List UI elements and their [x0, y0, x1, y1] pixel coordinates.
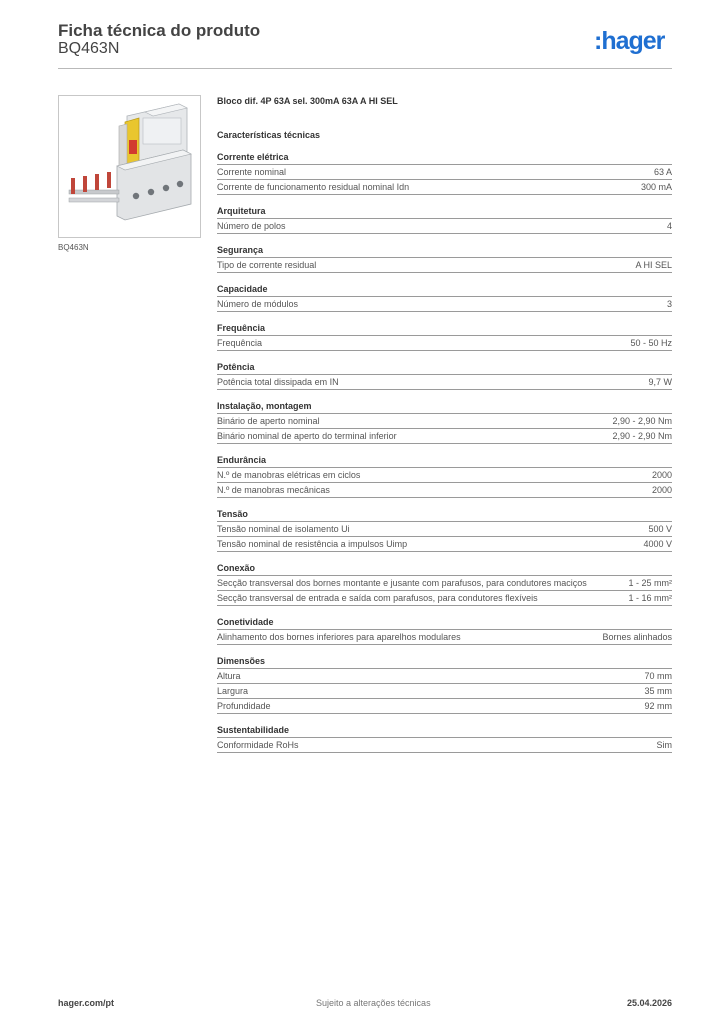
section-title: Endurância: [217, 452, 672, 468]
spec-label: Altura: [217, 671, 241, 681]
spec-section: [217, 452, 672, 498]
footer-website[interactable]: hager.com/pt: [58, 998, 115, 1008]
footer-date: 25.04.2026: [626, 998, 672, 1008]
spec-row: [217, 576, 672, 591]
spec-row: [217, 297, 672, 312]
spec-value: 2000: [651, 470, 672, 480]
spec-value: 2000: [651, 485, 672, 495]
spec-label: Secção transversal de entrada e saída com parafusos, para condutores flexíveis: [217, 593, 538, 603]
section-title: Arquitetura: [217, 203, 672, 219]
spec-row: [217, 429, 672, 444]
spec-section: [217, 398, 672, 444]
spec-row: [217, 258, 672, 273]
spec-section: [217, 506, 672, 552]
spec-label: Largura: [217, 686, 249, 696]
footer-notice: Sujeito a alterações técnicas: [316, 998, 431, 1008]
spec-value: Sim: [656, 740, 672, 750]
section-title: Potência: [217, 359, 672, 375]
spec-section: [217, 560, 672, 606]
spec-value: 35 mm: [644, 686, 672, 696]
spec-sections: [217, 149, 672, 753]
spec-label: Tipo de corrente residual: [217, 260, 317, 270]
spec-value: 300 mA: [640, 182, 672, 192]
spec-label: Binário de aperto nominal: [217, 416, 320, 426]
spec-row: [217, 468, 672, 483]
spec-value: 50 - 50 Hz: [630, 338, 672, 348]
section-title: Dimensões: [217, 653, 672, 669]
spec-row: [217, 180, 672, 195]
spec-label: Número de módulos: [217, 299, 299, 309]
product-image: [58, 95, 201, 238]
spec-value: 2,90 - 2,90 Nm: [612, 416, 672, 426]
section-title: Conexão: [217, 560, 672, 576]
spec-section: [217, 614, 672, 645]
spec-row: [217, 375, 672, 390]
spec-row: [217, 738, 672, 753]
spec-row: [217, 684, 672, 699]
spec-content: [217, 95, 672, 761]
product-name: Bloco dif. 4P 63A sel. 300mA 63A A HI SEL: [217, 96, 398, 106]
spec-value: Bornes alinhados: [602, 632, 672, 642]
spec-value: 1 - 16 mm²: [628, 593, 672, 603]
spec-row: [217, 483, 672, 498]
spec-label: Alinhamento dos bornes inferiores para aparelhos modulares: [217, 632, 461, 642]
spec-label: Tensão nominal de isolamento Ui: [217, 524, 350, 534]
spec-section: [217, 653, 672, 714]
spec-value: 4000 V: [643, 539, 672, 549]
spec-label: Corrente nominal: [217, 167, 287, 177]
spec-section: [217, 722, 672, 753]
technical-characteristics-heading: Características técnicas: [217, 130, 321, 140]
product-reference: BQ463N: [58, 40, 120, 57]
section-title: Instalação, montagem: [217, 398, 672, 414]
spec-row: [217, 414, 672, 429]
spec-label: N.º de manobras elétricas em ciclos: [217, 470, 361, 480]
spec-row: [217, 537, 672, 552]
spec-label: Profundidade: [217, 701, 271, 711]
spec-value: 500 V: [648, 524, 672, 534]
spec-row: [217, 669, 672, 684]
spec-value: 70 mm: [644, 671, 672, 681]
spec-section: [217, 203, 672, 234]
spec-label: Potência total dissipada em IN: [217, 377, 339, 387]
section-title: Corrente elétrica: [217, 149, 672, 165]
spec-label: Binário nominal de aperto do terminal inferior: [217, 431, 397, 441]
section-title: Segurança: [217, 242, 672, 258]
spec-label: N.º de manobras mecânicas: [217, 485, 330, 495]
spec-label: Conformidade RoHs: [217, 740, 299, 750]
document-title: Ficha técnica do produto: [58, 21, 261, 40]
header-divider: [58, 68, 672, 69]
hager-logo: [594, 27, 676, 57]
section-title: Capacidade: [217, 281, 672, 297]
spec-label: Corrente de funcionamento residual nominal Idn: [217, 182, 410, 192]
spec-value: 92 mm: [644, 701, 672, 711]
spec-row: [217, 336, 672, 351]
spec-section: [217, 149, 672, 195]
hager-logo-text: :hager: [594, 27, 665, 55]
spec-value: 9,7 W: [648, 377, 672, 387]
section-title: Frequência: [217, 320, 672, 336]
spec-section: [217, 281, 672, 312]
spec-section: [217, 320, 672, 351]
spec-row: [217, 165, 672, 180]
spec-value: 63 A: [653, 167, 672, 177]
spec-row: [217, 522, 672, 537]
spec-row: [217, 699, 672, 714]
spec-value: 2,90 - 2,90 Nm: [612, 431, 672, 441]
spec-value: 3: [666, 299, 672, 309]
spec-label: Secção transversal dos bornes montante e jusante com parafusos, para condutores maciços: [217, 578, 587, 588]
spec-value: 1 - 25 mm²: [628, 578, 672, 588]
section-title: Conetividade: [217, 614, 672, 630]
spec-value: A HI SEL: [635, 260, 672, 270]
spec-label: Frequência: [217, 338, 263, 348]
spec-label: Número de polos: [217, 221, 286, 231]
spec-row: [217, 591, 672, 606]
spec-section: [217, 359, 672, 390]
spec-section: [217, 242, 672, 273]
section-title: Sustentabilidade: [217, 722, 672, 738]
section-title: Tensão: [217, 506, 672, 522]
spec-row: [217, 219, 672, 234]
spec-value: 4: [666, 221, 672, 231]
image-caption: BQ463N: [58, 243, 89, 252]
spec-row: [217, 630, 672, 645]
spec-label: Tensão nominal de resistência a impulsos Uimp: [217, 539, 408, 549]
